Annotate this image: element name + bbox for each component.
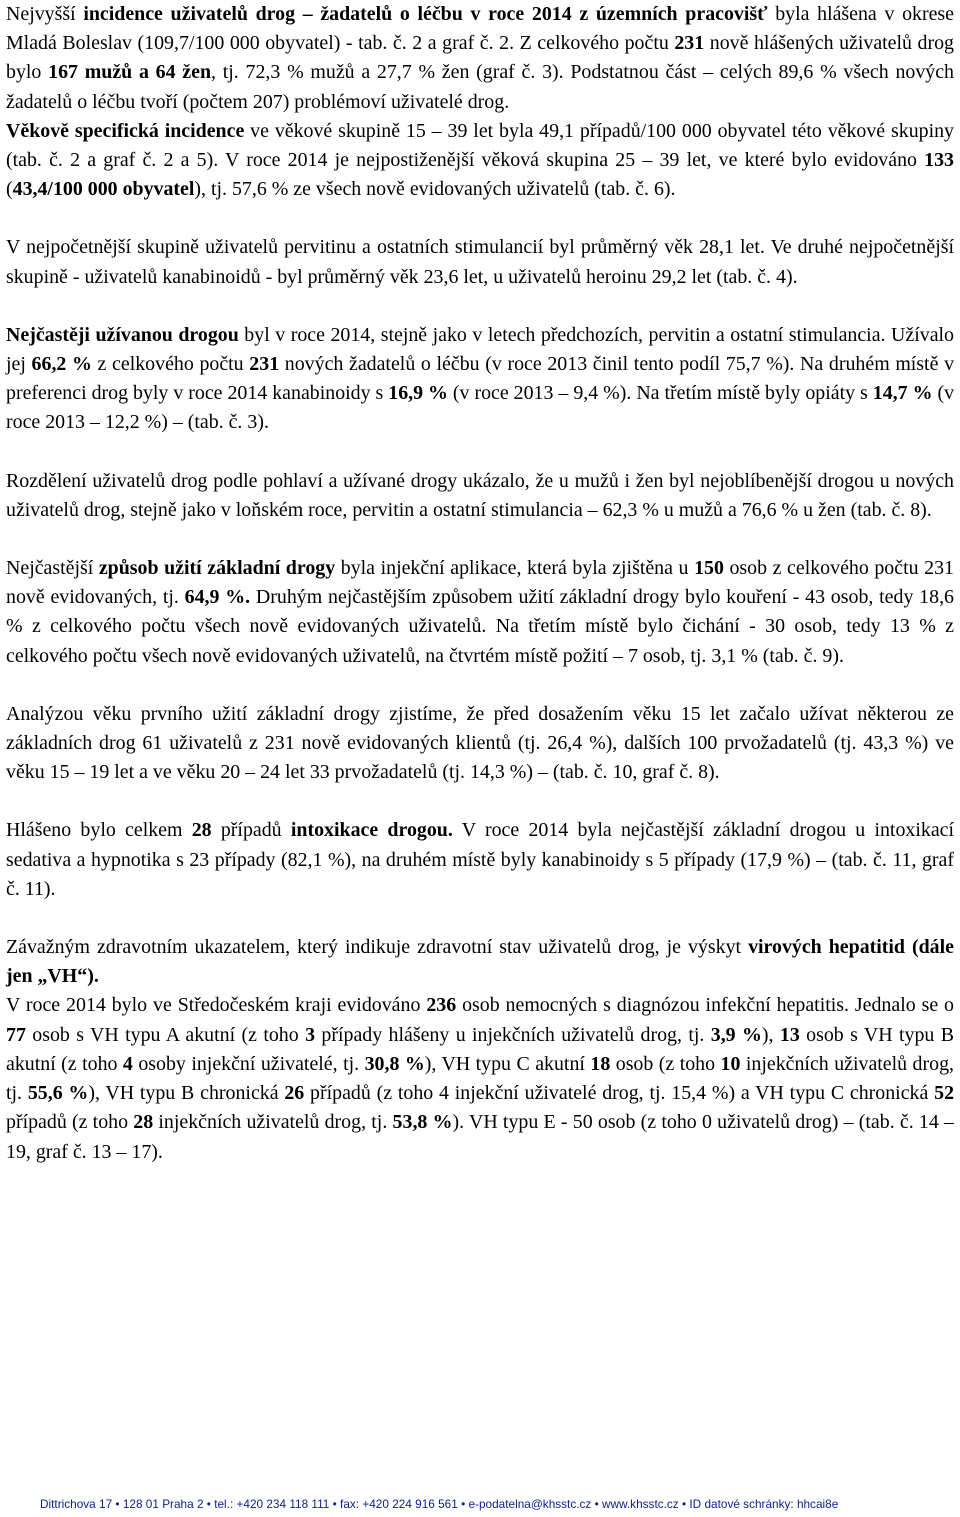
bold-text-run: 28 <box>191 819 212 842</box>
text-run: , tj. 72,3 % mužů a 27,7 % žen (graf č. 3). Podstatnou část – celých 89,6 % všech nových žadatelů o léčbu tvoří (počtem 207) problémoví uživatelé drog. <box>6 61 954 113</box>
footer-databox-id: ID datové schránky: hhcai8e <box>689 1497 839 1511</box>
bold-text-run: způsob užití základní drogy <box>98 557 336 580</box>
text-run: ), <box>761 1023 780 1046</box>
bold-text-run: 16,9 % <box>388 382 448 405</box>
text-run: injekčních uživatelů drog, tj. <box>153 1111 393 1134</box>
text-run: osob nemocných s diagnózou infekční hepatitis. Jednalo se o <box>456 994 955 1017</box>
footer-postcode: 128 01 Praha 2 <box>122 1497 204 1511</box>
footer-website-link[interactable]: www.khsstc.cz <box>602 1497 679 1511</box>
text-run: případů (z toho 4 injekční uživatelé drog, tj. 15,4 %) a VH typu C chronická <box>304 1082 935 1105</box>
bold-text-run: 133 <box>924 149 954 172</box>
bold-text-run: 14,7 % <box>872 382 933 405</box>
paragraph-gender-drug-split <box>6 467 954 525</box>
text-run: ). VH typu E - 50 osob (z toho 0 uživatelů drog) – (tab. č. 14 – 19, graf č. 13 – 17). <box>6 1111 954 1163</box>
footer-address: Dittrichova 17 <box>40 1497 113 1511</box>
bold-text-run: 53,8 % <box>392 1111 453 1134</box>
bold-text-run: 28 <box>133 1111 154 1134</box>
text-run: osob z celkového počtu 231 nově evidovaných, tj. <box>6 557 954 609</box>
text-run: z celkového počtu <box>91 353 250 376</box>
footer-separator: • <box>681 1497 687 1511</box>
text-run: nově hlášených uživatelů drog bylo <box>6 32 954 84</box>
bold-text-run: 3,9 % <box>710 1023 762 1046</box>
bold-text-run: 43,4/100 000 obyvatel <box>12 178 195 201</box>
bold-text-run: 4 <box>122 1052 133 1075</box>
paragraph-average-age <box>6 233 954 291</box>
text-run: Analýzou věku prvního užití základní drogy zjistíme, že před dosažením věku 15 let začalo užívat některou ze základních drog 61 uživatelů z 231 nově evidovaných klientů (tj. 26,4 %), dalších 100 prvožadatelů (tj. 43,3 %) ve věku 15 – 19 let a ve věku 20 – 24 let 33 prvožadatelů (tj. 14,3 %) – (tab. č. 10, graf č. 8). <box>6 702 954 784</box>
text-run: případů <box>211 819 291 842</box>
bold-text-run: 26 <box>284 1082 305 1105</box>
bold-text-run: virových hepatitid (dále jen „VH“). <box>6 936 954 988</box>
bold-text-run: 77 <box>6 1023 26 1046</box>
paragraph-method-of-use <box>6 554 954 671</box>
text-run: ), VH typu C akutní <box>424 1052 591 1075</box>
paragraph-hepatitis-intro <box>6 933 954 991</box>
document-body <box>6 0 954 1167</box>
text-run: (v roce 2013 – 9,4 %). Na třetím místě byly opiáty s <box>447 382 873 405</box>
text-run: ve věkové skupině 15 – 39 let byla 49,1 případů/100 000 obyvatel této věkové skupiny (tab. č. 2 a graf č. 2 a 5). V roce 2014 je nejpostiženější věková skupina 25 – 39 let, ve které bylo evidováno <box>6 119 955 172</box>
text-run: V roce 2014 byla nejčastější základní drogou u intoxikací sedativa a hypnotika s 23 případy (82,1 %), na druhém místě byly kanabinoidy s 5 případy (17,9 %) – (tab. č. 11, graf č. 11). <box>6 819 955 900</box>
bold-text-run: 10 <box>720 1052 741 1075</box>
text-run: osob (z toho <box>610 1052 721 1075</box>
text-run: ( <box>6 178 13 201</box>
paragraph-incidence <box>6 0 954 117</box>
text-run: osoby injekční uživatelé, tj. <box>132 1052 365 1075</box>
bold-text-run: 167 mužů a 64 žen <box>48 61 212 84</box>
footer-separator: • <box>115 1497 120 1511</box>
bold-text-run: 52 <box>934 1082 955 1105</box>
footer-separator: • <box>206 1497 211 1511</box>
text-run: případy hlášeny u injekčních uživatelů drog, tj. <box>315 1023 711 1046</box>
footer-separator: • <box>461 1497 466 1511</box>
text-run: Druhým nejčastějším způsobem užití základní drogy bylo kouření - 43 osob, tedy 18,6 % z celkového počtu všech nově evidovaných uživatelů. Na třetím místě bylo čichání - 30 osob, tedy 13 % z celkového počtu všech nově evidovaných uživatelů, na čtvrtém místě požití – 7 osob, tj. 3,1 % (tab. č. 9). <box>6 586 954 667</box>
text-run: nových žadatelů o léčbu (v roce 2013 činil tento podíl 75,7 %). Na druhém místě v preferenci drog byly v roce 2014 kanabinoidy s <box>6 353 955 405</box>
footer-separator: • <box>594 1497 599 1511</box>
text-run: ), VH typu B chronická <box>88 1082 285 1105</box>
bold-text-run: 3 <box>305 1023 316 1046</box>
bold-text-run: incidence uživatelů drog – žadatelů o léčbu v roce 2014 z územních pracovišť <box>83 3 768 25</box>
footer-email-link[interactable]: e-podatelna@khsstc.cz <box>468 1497 592 1511</box>
bold-text-run: Věkově specifická incidence <box>6 119 245 142</box>
text-run: Hlášeno bylo celkem <box>6 819 192 842</box>
paragraph-age-first-use <box>6 700 954 788</box>
text-run: V nejpočetnější skupině uživatelů pervitinu a ostatních stimulancií byl průměrný věk 28,1 let. Ve druhé nejpočetnější skupině - uživatelů kanabinoidů - byl průměrný věk 23,6 let, u uživatelů heroinu 29,2 let (tab. č. 4). <box>6 236 954 288</box>
text-run: byl v roce 2014, stejně jako v letech předchozích, pervitin a ostatní stimulancia. Užívalo jej <box>6 323 954 376</box>
footer-phone: tel.: +420 234 118 111 <box>214 1497 330 1511</box>
paragraph-most-used-drug <box>6 321 954 438</box>
bold-text-run: 55,6 % <box>27 1082 89 1105</box>
paragraph-age-specific-incidence <box>6 117 954 205</box>
bold-text-run: 66,2 % <box>31 353 92 376</box>
paragraph-intoxication <box>6 816 954 904</box>
footer-fax: fax: +420 224 916 561 <box>340 1497 458 1511</box>
bold-text-run: 231 <box>249 353 280 376</box>
bold-text-run: 231 <box>674 32 705 55</box>
text-run: ), tj. 57,6 % ze všech nově evidovaných uživatelů (tab. č. 6). <box>194 178 676 201</box>
text-run: (v roce 2013 – 12,2 %) – (tab. č. 3). <box>6 382 955 434</box>
bold-text-run: 236 <box>426 994 457 1017</box>
bold-text-run: 13 <box>779 1023 800 1046</box>
bold-text-run: Nejčastěji užívanou drogou <box>6 323 239 346</box>
bold-text-run: 64,9 %. <box>184 586 251 609</box>
text-run: V roce 2014 bylo ve Středočeském kraji evidováno <box>6 994 427 1017</box>
text-run: Rozdělení uživatelů drog podle pohlaví a užívané drogy ukázalo, že u mužů i žen byl nejoblíbenější drogou u nových uživatelů drog, stejně jako v loňském roce, pervitin a ostatní stimulancia – 62,3 % u mužů a 76,6 % u žen (tab. č. 8). <box>6 469 954 521</box>
text-run: byla hlášena v okrese Mladá Boleslav (109,7/100 000 obyvatel) - tab. č. 2 a graf č. 2. Z celkového počtu <box>6 3 954 55</box>
text-run: Nejvyšší <box>6 3 84 25</box>
bold-text-run: 30,8 % <box>364 1052 425 1075</box>
text-run: Závažným zdravotním ukazatelem, který indikuje zdravotní stav uživatelů drog, je výskyt <box>6 936 749 959</box>
footer-separator: • <box>332 1497 337 1511</box>
bold-text-run: 150 <box>694 557 724 580</box>
text-run: Nejčastější <box>6 557 99 580</box>
text-run: osob s VH typu B akutní (z toho <box>6 1023 954 1075</box>
paragraph-hepatitis-details <box>6 991 954 1166</box>
text-run: injekčních uživatelů drog, tj. <box>6 1052 954 1105</box>
bold-text-run: intoxikace drogou. <box>290 819 453 842</box>
page-footer <box>40 1497 960 1511</box>
text-run: případů (z toho <box>6 1111 134 1134</box>
bold-text-run: 18 <box>590 1052 611 1075</box>
text-run: byla injekční aplikace, která byla zjištěna u <box>335 557 695 580</box>
text-run: osob s VH typu A akutní (z toho <box>25 1023 306 1046</box>
